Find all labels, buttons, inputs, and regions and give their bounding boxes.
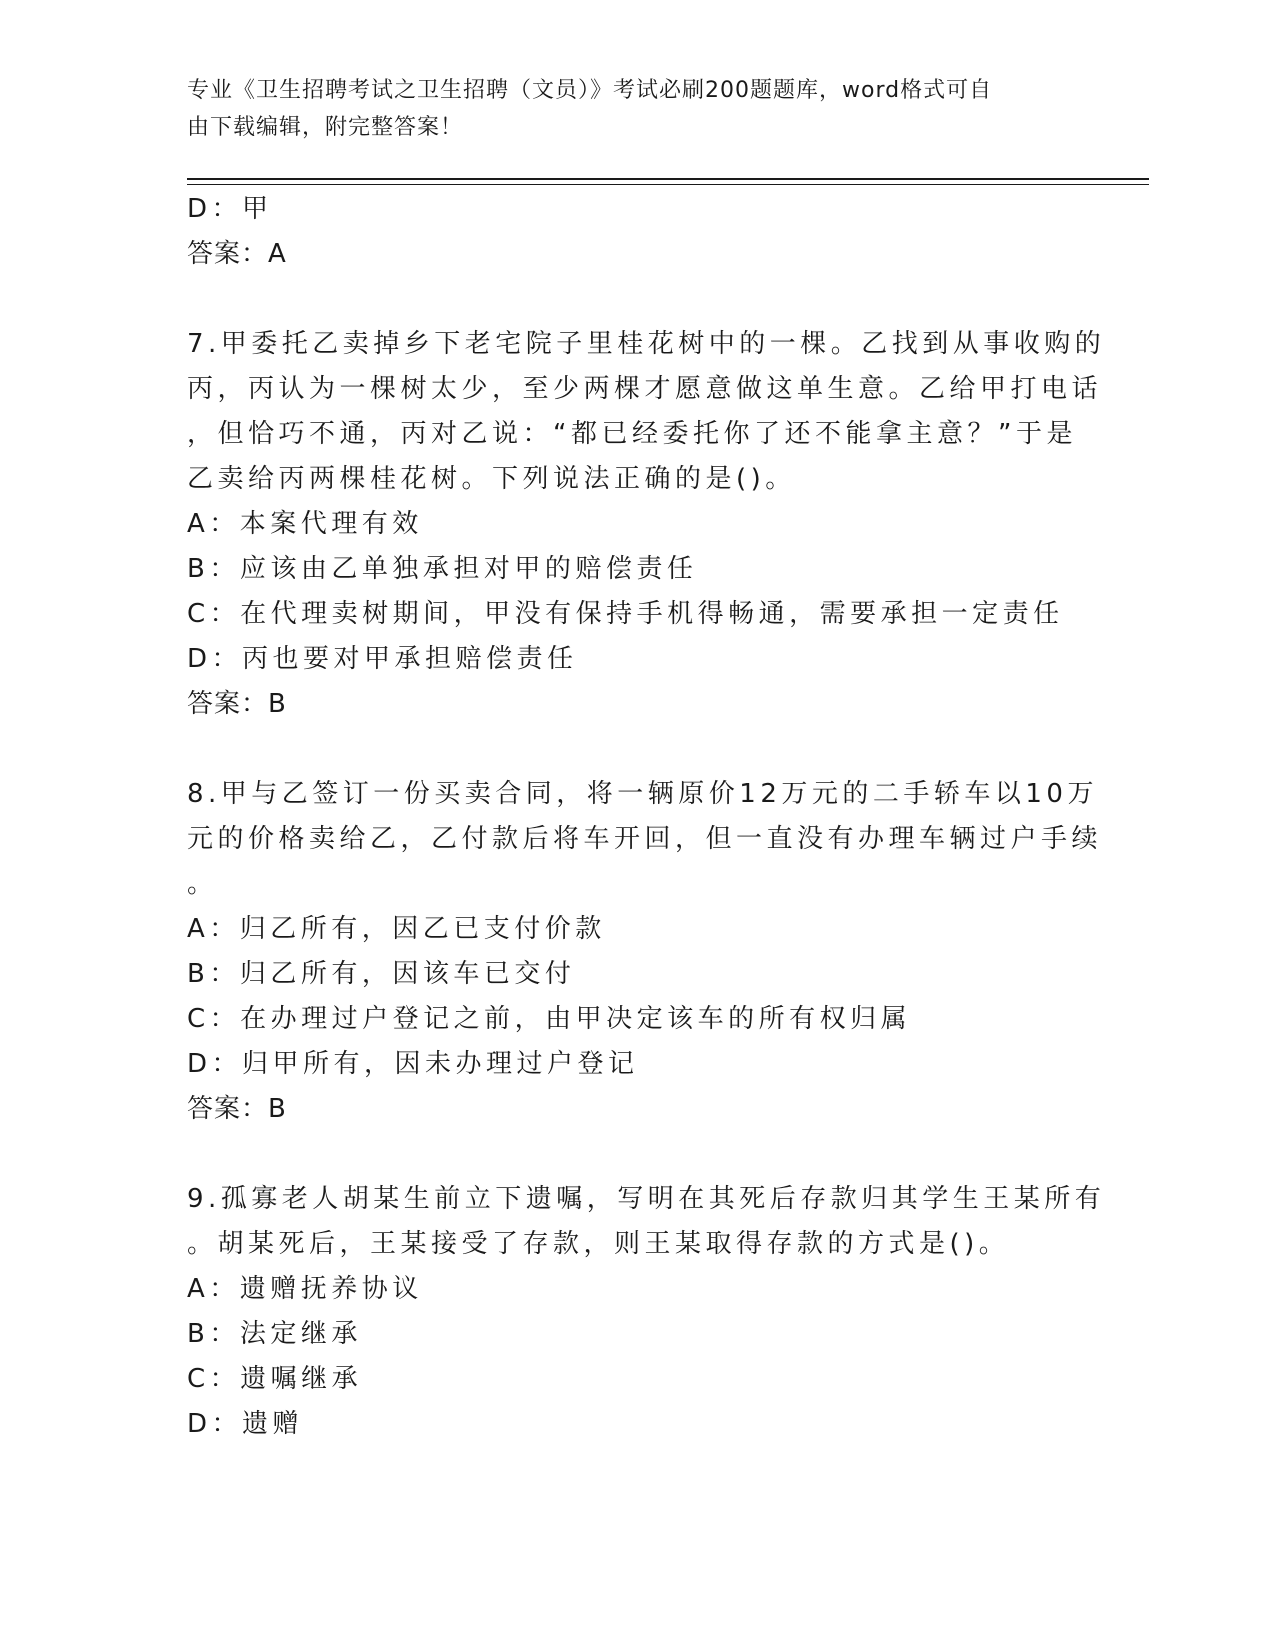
question-content [187,187,1106,1447]
question-stem-line: 。胡某死后，王某接受了存款，则王某取得存款的方式是()。 [187,1229,1010,1259]
option-b: B：法定继承 [187,1319,362,1349]
question-stem-line: 9.孤寡老人胡某生前立下遗嘱，写明在其死后存款归其学生王某所有 [187,1184,1106,1214]
question-stem-line: ，但恰巧不通，丙对乙说：“都已经委托你了还不能拿主意？”于是 [187,419,1077,449]
question-7 [187,322,1106,727]
option-a: A：归乙所有，因乙已支付价款 [187,914,606,944]
header-divider-thin [187,184,1149,185]
option-c: C：遗嘱继承 [187,1364,363,1394]
option-c: C：在代理卖树期间，甲没有保持手机得畅通，需要承担一定责任 [187,599,1064,629]
spacer [187,277,1067,322]
option-b: B：应该由乙单独承担对甲的赔偿责任 [187,554,698,584]
option-b: B：归乙所有，因该车已交付 [187,959,576,989]
header-line-2: 由下载编辑，附完整答案！ [187,115,464,140]
question-stem-line: 8.甲与乙签订一份买卖合同，将一辆原价12万元的二手轿车以10万 [187,779,1098,809]
question-8 [187,772,1103,1132]
answer: 答案：B [187,1094,287,1124]
option-d: D：归甲所有，因未办理过户登记 [187,1049,639,1079]
question-9 [187,1177,1106,1447]
spacer [187,1132,1067,1177]
question-stem-line: 元的价格卖给乙，乙付款后将车开回，但一直没有办理车辆过户手续 [187,824,1103,854]
header-line-1: 专业《卫生招聘考试之卫生招聘（文员）》考试必刷200题题库，word格式可自 [187,78,993,103]
question-stem-line: 。 [187,869,218,899]
question-stem-line: 7.甲委托乙卖掉乡下老宅院子里桂花树中的一棵。乙找到从事收购的 [187,329,1106,359]
option-a: A：本案代理有效 [187,509,423,539]
option-a: A：遗赠抚养协议 [187,1274,423,1304]
option-c: C：在办理过户登记之前，由甲决定该车的所有权归属 [187,1004,912,1034]
option-d: D：遗赠 [187,1409,304,1439]
question-stem-line: 丙，丙认为一棵树太少，至少两棵才愿意做这单生意。乙给甲打电话 [187,374,1103,404]
header-divider-thick [187,178,1149,180]
page-header [187,72,1067,146]
spacer [187,727,1067,772]
prev-answer: 答案：A [187,239,287,269]
prev-option-d: D：甲 [187,194,273,224]
answer: 答案：B [187,689,287,719]
question-stem-line: 乙卖给丙两棵桂花树。下列说法正确的是()。 [187,464,796,494]
option-d: D：丙也要对甲承担赔偿责任 [187,644,578,674]
